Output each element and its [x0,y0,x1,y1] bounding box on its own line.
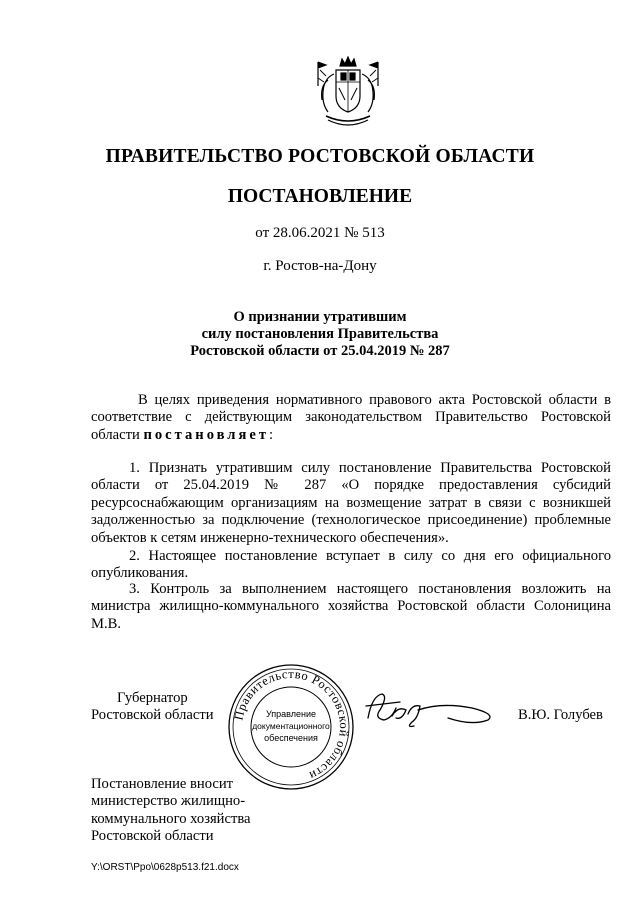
introduced-by-block [91,776,251,846]
organization-name: ПРАВИТЕЛЬСТВО РОСТОВСКОЙ ОБЛАСТИ [105,146,535,167]
city: г. Ростов-на-Дону [263,258,377,274]
document-title [0,309,640,360]
coat-of-arms-emblem [314,56,382,130]
introduced-line-2: министерство жилищно- [91,793,246,810]
title-line-2: силу постановления Правительства [201,326,439,342]
date-number: от 28.06.2021 № 513 [255,225,385,241]
introduced-line-1: Постановление вносит [91,776,234,792]
handwritten-signature [362,688,502,732]
stamp-ring-text: Правительство Ростовской области [231,666,352,784]
stamp-center-line-1: Управление [265,709,317,719]
preamble-end: : [269,426,274,443]
file-path-footer: Y:\ORST\Ppo\0628p513.f21.docx [91,862,239,873]
signatory-position [91,690,214,725]
preamble-text: В целях приведения нормативного правового акта Ростовской области в соответствие с действующим законодательством Правительство Ростовской области [91,392,611,443]
signatory-name: В.Ю. Голубев [518,707,603,723]
official-stamp [226,662,356,792]
position-line-1: Губернатор [117,690,188,706]
stamp-center-line-3: обеспечения [264,733,318,743]
stamp-center-line-2: документационного [252,721,330,731]
introduced-line-3: коммунального хозяйства [91,810,251,827]
document-type: ПОСТАНОВЛЕНИЕ [227,186,413,207]
item-2-paragraph: 2. Настоящее постановление вступает в силу со дня его официального опубликования. [91,548,611,582]
item-3-paragraph: 3. Контроль за выполнением настоящего постановления возложить на министра жилищно-коммунального хозяйства Ростовской области Солоницина М.В. [91,581,611,632]
position-line-2: Ростовской области [91,707,214,724]
title-line-3: Ростовской области от 25.04.2019 № 287 [190,343,450,359]
introduced-line-4: Ростовской области [91,828,214,845]
preamble-paragraph [91,392,611,444]
decree-word: постановляет [143,426,270,443]
item-1-paragraph: 1. Признать утратившим силу постановление Правительства Ростовской области от 25.04.2019 № 287 «О порядке предоставления субсидий ресурсоснабжающим организациям на возмещение затрат в связи с возникшей задолженностью за подключение (технологическое присоединение) проблемные объектов к сетям инженерно-технического обеспечения». [91,460,611,546]
title-line-1: О признании утратившим [233,309,407,325]
